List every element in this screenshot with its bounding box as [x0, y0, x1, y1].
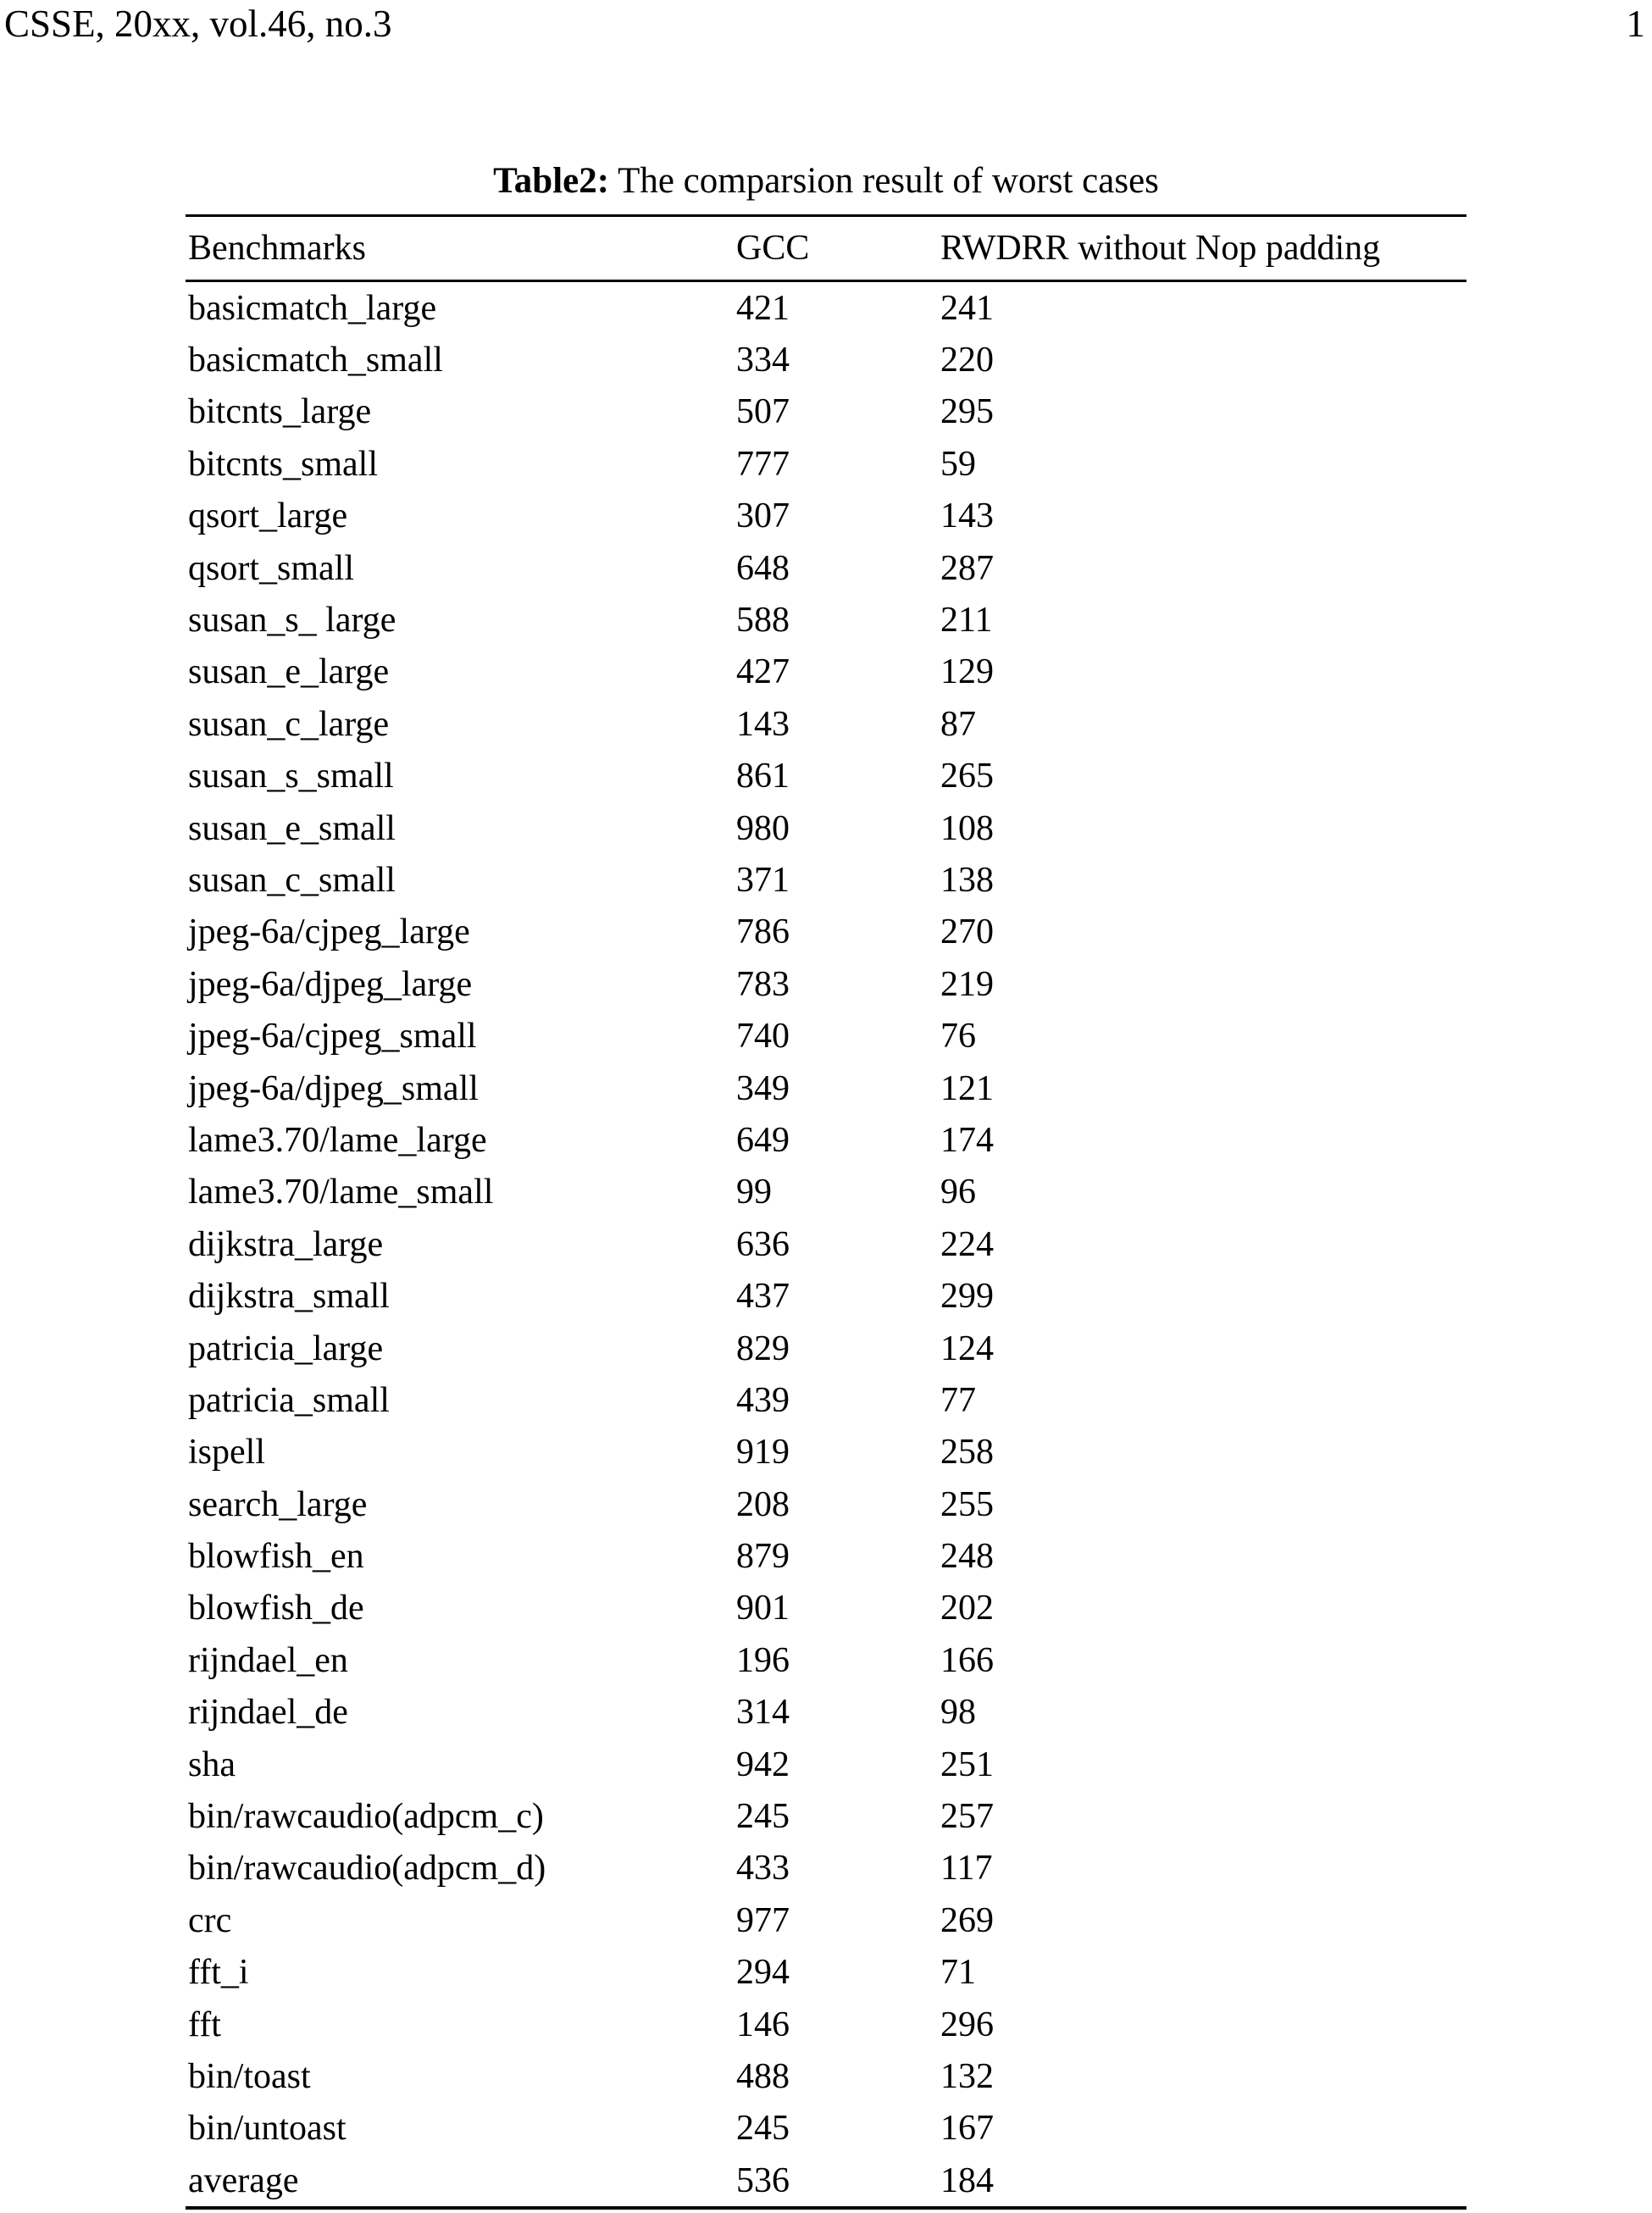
benchmark-name: bitcnts_small: [188, 444, 378, 484]
rwdrr-value: 87: [940, 704, 976, 744]
gcc-value: 143: [736, 704, 790, 744]
gcc-value: 648: [736, 548, 790, 588]
gcc-value: 427: [736, 652, 790, 692]
table-row: [186, 1114, 1466, 1166]
rwdrr-value: 174: [940, 1120, 994, 1160]
table-row: [186, 1323, 1466, 1374]
rwdrr-value: 77: [940, 1380, 976, 1420]
benchmark-name: search_large: [188, 1484, 368, 1524]
table-row: [186, 491, 1466, 542]
rwdrr-value: 117: [940, 1849, 993, 1889]
rwdrr-value: 269: [940, 1900, 994, 1940]
benchmark-name: basicmatch_small: [188, 341, 443, 380]
gcc-value: 942: [736, 1744, 790, 1784]
gcc-value: 307: [736, 496, 790, 536]
gcc-value: 371: [736, 860, 790, 900]
gcc-value: 977: [736, 1900, 790, 1940]
gcc-value: 636: [736, 1224, 790, 1264]
table-row: [186, 646, 1466, 698]
benchmark-name: rijndael_de: [188, 1693, 348, 1733]
rwdrr-value: 287: [940, 548, 994, 588]
gcc-value: 433: [736, 1849, 790, 1889]
table-caption-label: Table2:: [493, 161, 610, 201]
table-row: [186, 1790, 1466, 1842]
table-row: [186, 1843, 1466, 1894]
rwdrr-value: 211: [940, 601, 993, 641]
rwdrr-value: 108: [940, 808, 994, 848]
benchmark-name: patricia_large: [188, 1328, 384, 1368]
rwdrr-value: 299: [940, 1277, 994, 1317]
column-header-gcc: GCC: [736, 229, 810, 268]
gcc-value: 334: [736, 341, 790, 380]
table-row: [186, 2050, 1466, 2102]
benchmark-name: susan_e_small: [188, 808, 396, 848]
table-row: [186, 1999, 1466, 2050]
table-row: [186, 1218, 1466, 1270]
benchmark-name: jpeg-6a/djpeg_small: [188, 1068, 479, 1108]
benchmark-name: jpeg-6a/cjpeg_large: [188, 912, 470, 952]
rwdrr-value: 121: [940, 1068, 994, 1108]
table2: [186, 159, 1466, 2210]
gcc-value: 777: [736, 444, 790, 484]
table-row: [186, 438, 1466, 490]
benchmark-name: fft: [188, 2005, 221, 2044]
table-row: [186, 854, 1466, 906]
rwdrr-value: 296: [940, 2005, 994, 2044]
benchmark-name: susan_e_large: [188, 652, 390, 692]
rwdrr-value: 241: [940, 288, 994, 328]
table-row: [186, 1530, 1466, 1582]
table-row: [186, 698, 1466, 750]
benchmark-name: qsort_large: [188, 496, 348, 536]
rwdrr-value: 59: [940, 444, 976, 484]
gcc-value: 314: [736, 1693, 790, 1733]
gcc-value: 245: [736, 1797, 790, 1837]
gcc-value: 740: [736, 1017, 790, 1057]
gcc-value: 536: [736, 2160, 790, 2200]
benchmark-name: bitcnts_large: [188, 392, 372, 432]
gcc-value: 99: [736, 1173, 772, 1212]
benchmark-name: susan_s_ large: [188, 601, 396, 641]
gcc-value: 507: [736, 392, 790, 432]
rwdrr-value: 184: [940, 2160, 994, 2200]
benchmark-name: lame3.70/lame_large: [188, 1120, 487, 1160]
benchmark-name: susan_c_large: [188, 704, 390, 744]
benchmark-name: dijkstra_small: [188, 1277, 390, 1317]
running-head: CSSE, 20xx, vol.46, no.3: [4, 3, 392, 45]
table-row: [186, 1583, 1466, 1634]
rwdrr-value: 138: [940, 860, 994, 900]
table-caption-text: The comparsion result of worst cases: [618, 161, 1159, 201]
table-row: [186, 907, 1466, 958]
gcc-value: 786: [736, 912, 790, 952]
rwdrr-value: 251: [940, 1744, 994, 1784]
gcc-value: 208: [736, 1484, 790, 1524]
rwdrr-value: 167: [940, 2109, 994, 2149]
benchmark-name: crc: [188, 1900, 232, 1940]
rwdrr-value: 124: [940, 1328, 994, 1368]
gcc-value: 146: [736, 2005, 790, 2044]
benchmark-name: bin/toast: [188, 2056, 311, 2096]
rwdrr-value: 129: [940, 652, 994, 692]
rwdrr-value: 143: [940, 496, 994, 536]
table-row: [186, 1894, 1466, 1946]
page-number: 1: [1626, 3, 1645, 45]
benchmark-name: basicmatch_large: [188, 288, 437, 328]
table-row: [186, 958, 1466, 1010]
table-row: [186, 542, 1466, 594]
gcc-value: 437: [736, 1277, 790, 1317]
table-row: [186, 386, 1466, 438]
rwdrr-value: 255: [940, 1484, 994, 1524]
benchmark-name: lame3.70/lame_small: [188, 1173, 494, 1212]
benchmark-name: dijkstra_large: [188, 1224, 384, 1264]
table-row: [186, 2103, 1466, 2155]
table-row: [186, 2155, 1466, 2206]
rwdrr-value: 76: [940, 1017, 976, 1057]
table-body: [186, 282, 1466, 2210]
gcc-value: 901: [736, 1589, 790, 1628]
gcc-value: 196: [736, 1640, 790, 1680]
table-row: [186, 1427, 1466, 1478]
benchmark-name: qsort_small: [188, 548, 354, 588]
table-row: [186, 1374, 1466, 1426]
gcc-value: 294: [736, 1953, 790, 1993]
benchmark-name: patricia_small: [188, 1380, 390, 1420]
gcc-value: 980: [736, 808, 790, 848]
benchmark-name: bin/rawcaudio(adpcm_c): [188, 1797, 544, 1837]
gcc-value: 245: [736, 2109, 790, 2149]
table-row: [186, 334, 1466, 385]
rwdrr-value: 98: [940, 1693, 976, 1733]
rwdrr-value: 257: [940, 1797, 994, 1837]
table-row: [186, 1947, 1466, 1999]
table-row: [186, 1739, 1466, 1790]
table-row: [186, 282, 1466, 334]
table-row: [186, 1634, 1466, 1686]
rwdrr-value: 248: [940, 1537, 994, 1577]
benchmark-name: ispell: [188, 1433, 265, 1473]
benchmark-name: bin/untoast: [188, 2109, 346, 2149]
table-header-row: [186, 214, 1466, 282]
rwdrr-value: 96: [940, 1173, 976, 1212]
benchmark-name: jpeg-6a/djpeg_large: [188, 964, 473, 1004]
benchmark-name: susan_c_small: [188, 860, 396, 900]
rwdrr-value: 270: [940, 912, 994, 952]
table-row: [186, 1478, 1466, 1530]
benchmark-name: average: [188, 2160, 299, 2200]
rwdrr-value: 265: [940, 757, 994, 796]
benchmark-name: blowfish_de: [188, 1589, 364, 1628]
rwdrr-value: 166: [940, 1640, 994, 1680]
table-row: [186, 802, 1466, 854]
table-row: [186, 1270, 1466, 1322]
rwdrr-value: 258: [940, 1433, 994, 1473]
rwdrr-value: 295: [940, 392, 994, 432]
rwdrr-value: 132: [940, 2056, 994, 2096]
benchmark-name: fft_i: [188, 1953, 249, 1993]
gcc-value: 919: [736, 1433, 790, 1473]
table-row: [186, 1167, 1466, 1218]
rwdrr-value: 224: [940, 1224, 994, 1264]
table-row: [186, 1010, 1466, 1062]
benchmark-name: bin/rawcaudio(adpcm_d): [188, 1849, 546, 1889]
gcc-value: 588: [736, 601, 790, 641]
benchmark-name: blowfish_en: [188, 1537, 364, 1577]
benchmark-name: sha: [188, 1744, 236, 1784]
gcc-value: 421: [736, 288, 790, 328]
gcc-value: 488: [736, 2056, 790, 2096]
column-header-benchmarks: Benchmarks: [188, 229, 366, 268]
benchmark-name: jpeg-6a/cjpeg_small: [188, 1017, 477, 1057]
gcc-value: 783: [736, 964, 790, 1004]
gcc-value: 649: [736, 1120, 790, 1160]
table-row: [186, 594, 1466, 646]
gcc-value: 861: [736, 757, 790, 796]
benchmark-name: susan_s_small: [188, 757, 394, 796]
gcc-value: 829: [736, 1328, 790, 1368]
rwdrr-value: 220: [940, 341, 994, 380]
benchmark-name: rijndael_en: [188, 1640, 348, 1680]
gcc-value: 439: [736, 1380, 790, 1420]
gcc-value: 879: [736, 1537, 790, 1577]
table-caption: [186, 159, 1466, 203]
rwdrr-value: 219: [940, 964, 994, 1004]
rwdrr-value: 202: [940, 1589, 994, 1628]
column-header-rwdrr: RWDRR without Nop padding: [940, 229, 1381, 268]
table-row: [186, 1062, 1466, 1114]
rwdrr-value: 71: [940, 1953, 976, 1993]
table-row: [186, 1687, 1466, 1739]
table-row: [186, 751, 1466, 802]
gcc-value: 349: [736, 1068, 790, 1108]
